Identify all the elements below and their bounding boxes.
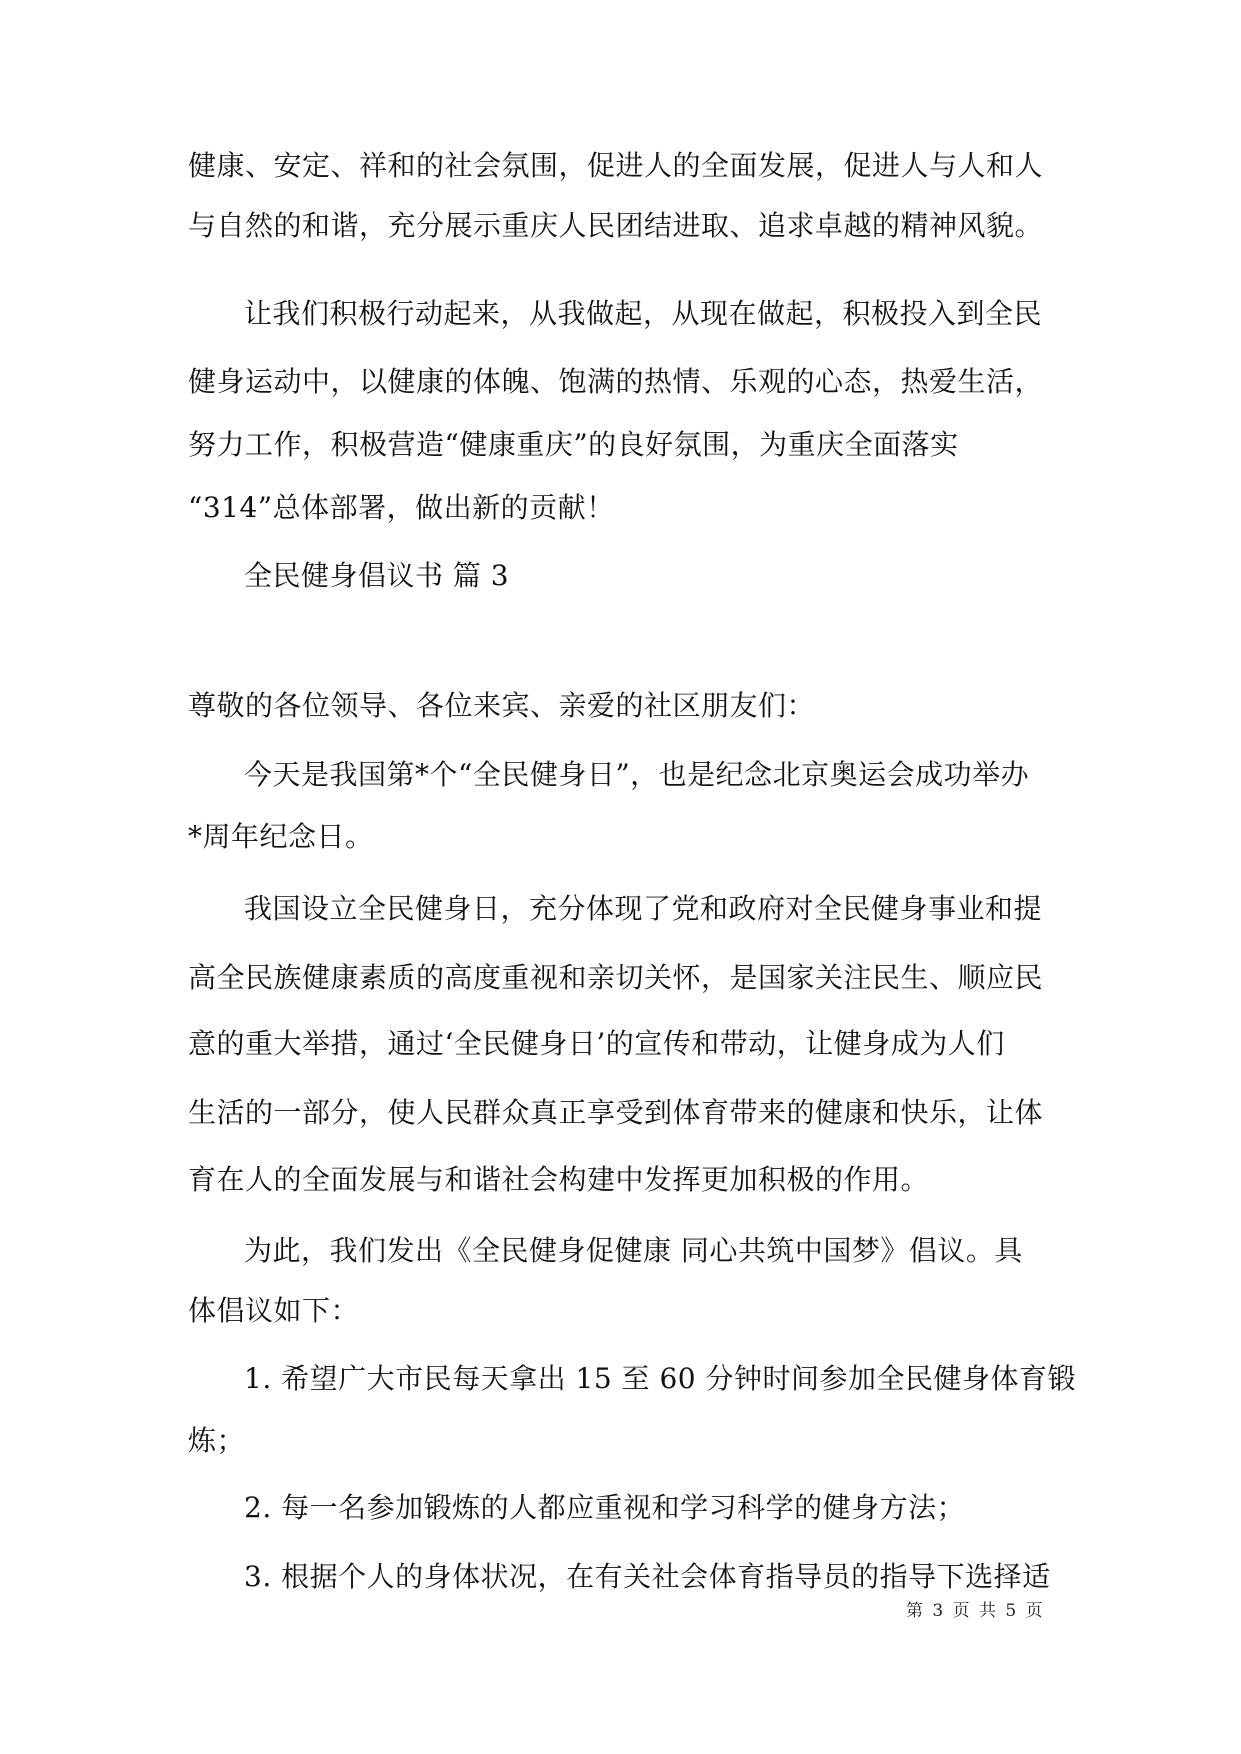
page-number-footer: 第 3 页 共 5 页 xyxy=(906,1601,1045,1621)
list-item: 1. 希望广大市民每天拿出 15 至 60 分钟时间参加全民健身体育锻 xyxy=(244,1362,1076,1395)
text-line: 今天是我国第*个“全民健身日”，也是纪念北京奥运会成功举办 xyxy=(244,758,1030,791)
text-line: 健身运动中，以健康的体魄、饱满的热情、乐观的心态，热爱生活， xyxy=(188,365,1044,398)
text-line: 健康、安定、祥和的社会氛围，促进人的全面发展，促进人与人和人 xyxy=(188,149,1044,182)
list-item: 2. 每一名参加锻炼的人都应重视和学习科学的健身方法； xyxy=(244,1491,966,1524)
text-line: 体倡议如下： xyxy=(188,1294,360,1327)
text-line: 高全民族健康素质的高度重视和亲切关怀，是国家关注民生、顺应民 xyxy=(188,961,1044,994)
text-line: “314”总体部署，做出新的贡献！ xyxy=(188,491,615,524)
text-line: 意的重大举措，通过‘全民健身日’的宣传和带动，让健身成为人们 xyxy=(188,1027,1005,1060)
list-item: 3. 根据个人的身体状况，在有关社会体育指导员的指导下选择适 xyxy=(244,1560,1051,1593)
text-line: 育在人的全面发展与和谐社会构建中发挥更加积极的作用。 xyxy=(188,1163,930,1196)
text-line: 与自然的和谐，充分展示重庆人民团结进取、追求卓越的精神风貌。 xyxy=(188,209,1044,242)
text-line: 为此，我们发出《全民健身促健康 同心共筑中国梦》倡议。具 xyxy=(244,1234,1023,1267)
salutation: 尊敬的各位领导、各位来宾、亲爱的社区朋友们： xyxy=(188,689,816,722)
section-heading: 全民健身倡议书 篇 3 xyxy=(244,559,510,592)
list-item-continuation: 炼； xyxy=(188,1424,246,1457)
text-line: 生活的一部分，使人民群众真正享受到体育带来的健康和快乐，让体 xyxy=(188,1096,1044,1129)
text-line: *周年纪念日。 xyxy=(188,820,374,853)
text-line: 我国设立全民健身日，充分体现了党和政府对全民健身事业和提 xyxy=(244,892,1043,925)
text-line: 让我们积极行动起来，从我做起，从现在做起，积极投入到全民 xyxy=(244,297,1043,330)
text-line: 努力工作，积极营造“健康重庆”的良好氛围，为重庆全面落实 xyxy=(188,428,959,461)
